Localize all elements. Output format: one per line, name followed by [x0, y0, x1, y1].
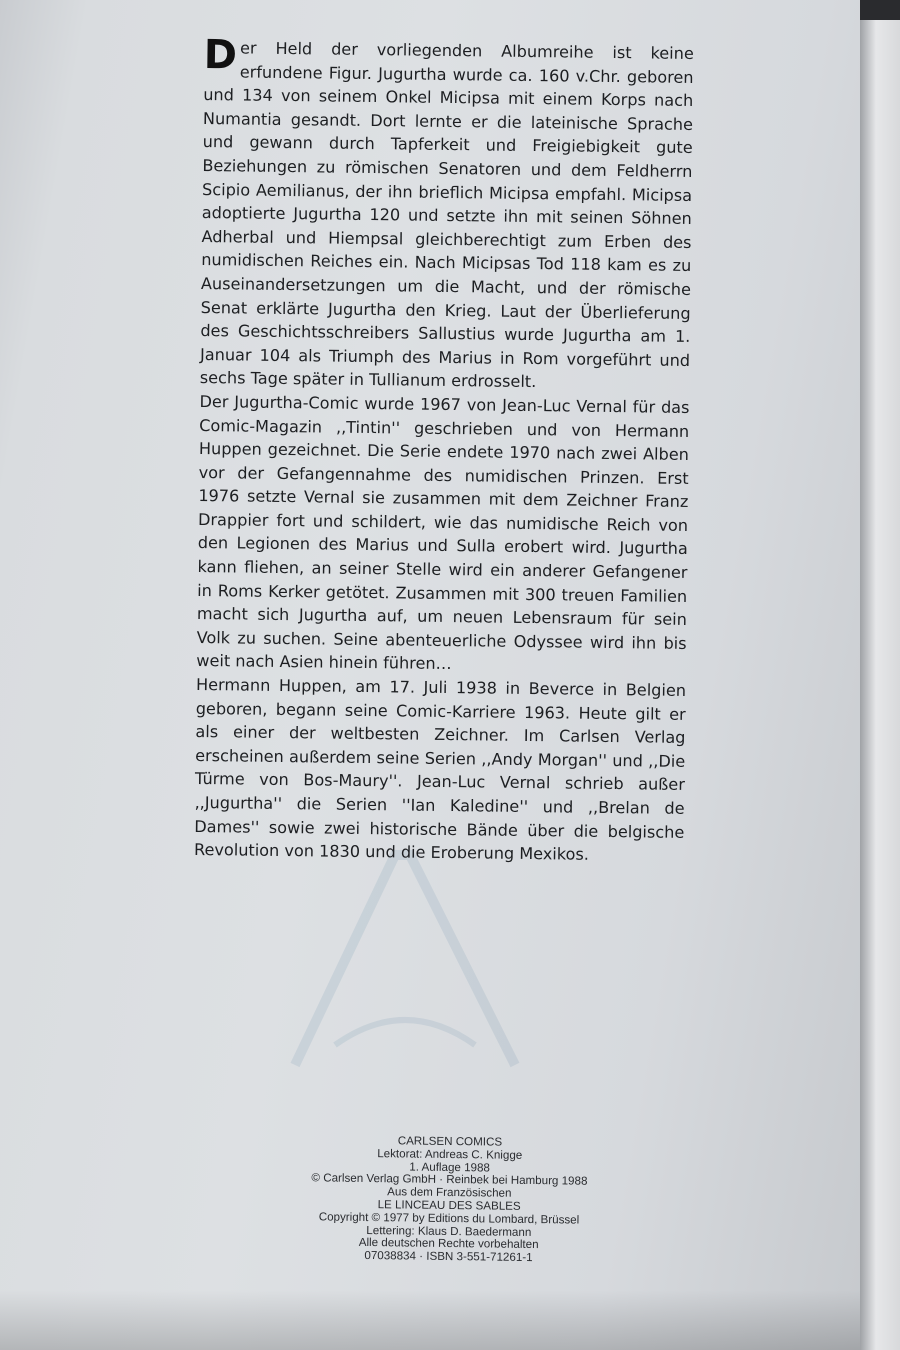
background-edge: [860, 0, 900, 22]
rights-note: Alle deutschen Rechte vorbehalten: [358, 1236, 539, 1252]
editor-line: Lektorat: Andreas C. Knigge: [377, 1146, 523, 1162]
original-title: LE LINCEAU DES SABLES: [377, 1198, 521, 1213]
adjacent-page-edge: [860, 20, 900, 1350]
edition-line: 1. Auflage 1988: [409, 1160, 490, 1175]
paragraph-2: Der Jugurtha-Comic wurde 1967 von Jean-Luc Vernal für das Comic-Magazin ,,Tintin'' geschrieben und von Hermann Huppen gezeichnet. Die Serie endete 1970 nach zwei Alben vor der Gefangennahme des numidischen Prinzen. Erst 1976 setzte Vernal sie zusammen mit dem Zeichner Franz Drappier fort und schildert, wie das numidische Reich von den Legionen des Marius und Sulla erobert wird. Jugurtha kann fliehen, an seiner Stelle wird ein anderer Gefangener in Roms Kerker getötet. Zusammen mit 300 treuen Familien macht sich Jugurtha auf, um neuen Lebensraum für sein Volk zu suchen. Seine abenteuerliche Odyssee wird ihn bis weit nach Asien hinein führen…: [196, 391, 690, 674]
faint-illustration: [275, 845, 535, 1075]
copyright-original: Copyright © 1977 by Editions du Lombard, Brüssel: [318, 1210, 580, 1227]
paragraph-3: Hermann Huppen, am 17. Juli 1938 in Beverce in Belgien geboren, begann seine Comic-Karriere 1963. Heute gilt er als einer der weltbesten Zeichner. Im Carlsen Verlag erscheinen außerdem seine Serien ,,Andy Morgan'' und ,,Die Türme von Bos-Maury''. Jean-Luc Vernal schrieb außer ,,Jugurtha'' die Serien ''Ian Kaledine'' und ,,Brelan de Dames'' sowie zwei historische Bände über die belgische Revolution von 1830 und die Eroberung Mexikos.: [193, 674, 687, 864]
translation-note: Aus dem Französischen: [387, 1185, 512, 1200]
copyright-german: © Carlsen Verlag GmbH · Reinbek bei Hamburg 1988: [311, 1171, 588, 1189]
article-text: [193, 32, 694, 868]
publisher-name: CARLSEN COMICS: [397, 1134, 503, 1149]
paragraph-1: [199, 32, 694, 396]
imprint-block: [288, 1134, 610, 1266]
isbn-line: 07038834 · ISBN 3-551-71261-1: [364, 1249, 533, 1265]
paragraph-1-text: er Held der vorliegenden Albumreihe ist keine erfundene Figur. Jugurtha wurde ca. 160 v.Chr. geboren und 134 von seinem Onkel Micipsa mit einem Korps nach Numantia gesandt. Dort lernte er die lateinische Sprache und gewann durch Tapferkeit und Freigiebigkeit gute Beziehungen zu römischen Senatoren und dem Feldherrn Scipio Aemilianus, der ihn brieflich Micipsa empfahl. Micipsa adoptierte Jugurtha 120 und setzte ihn mit seinen Söhnen Adherbal und Hiempsal gleichberechtigt zum Erben des numidischen Reiches ein. Nach Micipsas Tod 118 kam es zu Auseinandersetzungen um die Macht, und der römische Senat erklärte Jugurtha den Krieg. Laut der Überlieferung des Geschichtsschreibers Sallustius wurde Jugurtha am 1. Januar 104 als Triumph des Marius in Rom vorgeführt und sechs Tage später in Tullianum erdrosselt.: [199, 38, 694, 392]
lettering-credit: Lettering: Klaus D. Baedermann: [366, 1223, 532, 1239]
page-shadow: [0, 1290, 868, 1350]
drop-cap: D: [203, 32, 238, 79]
